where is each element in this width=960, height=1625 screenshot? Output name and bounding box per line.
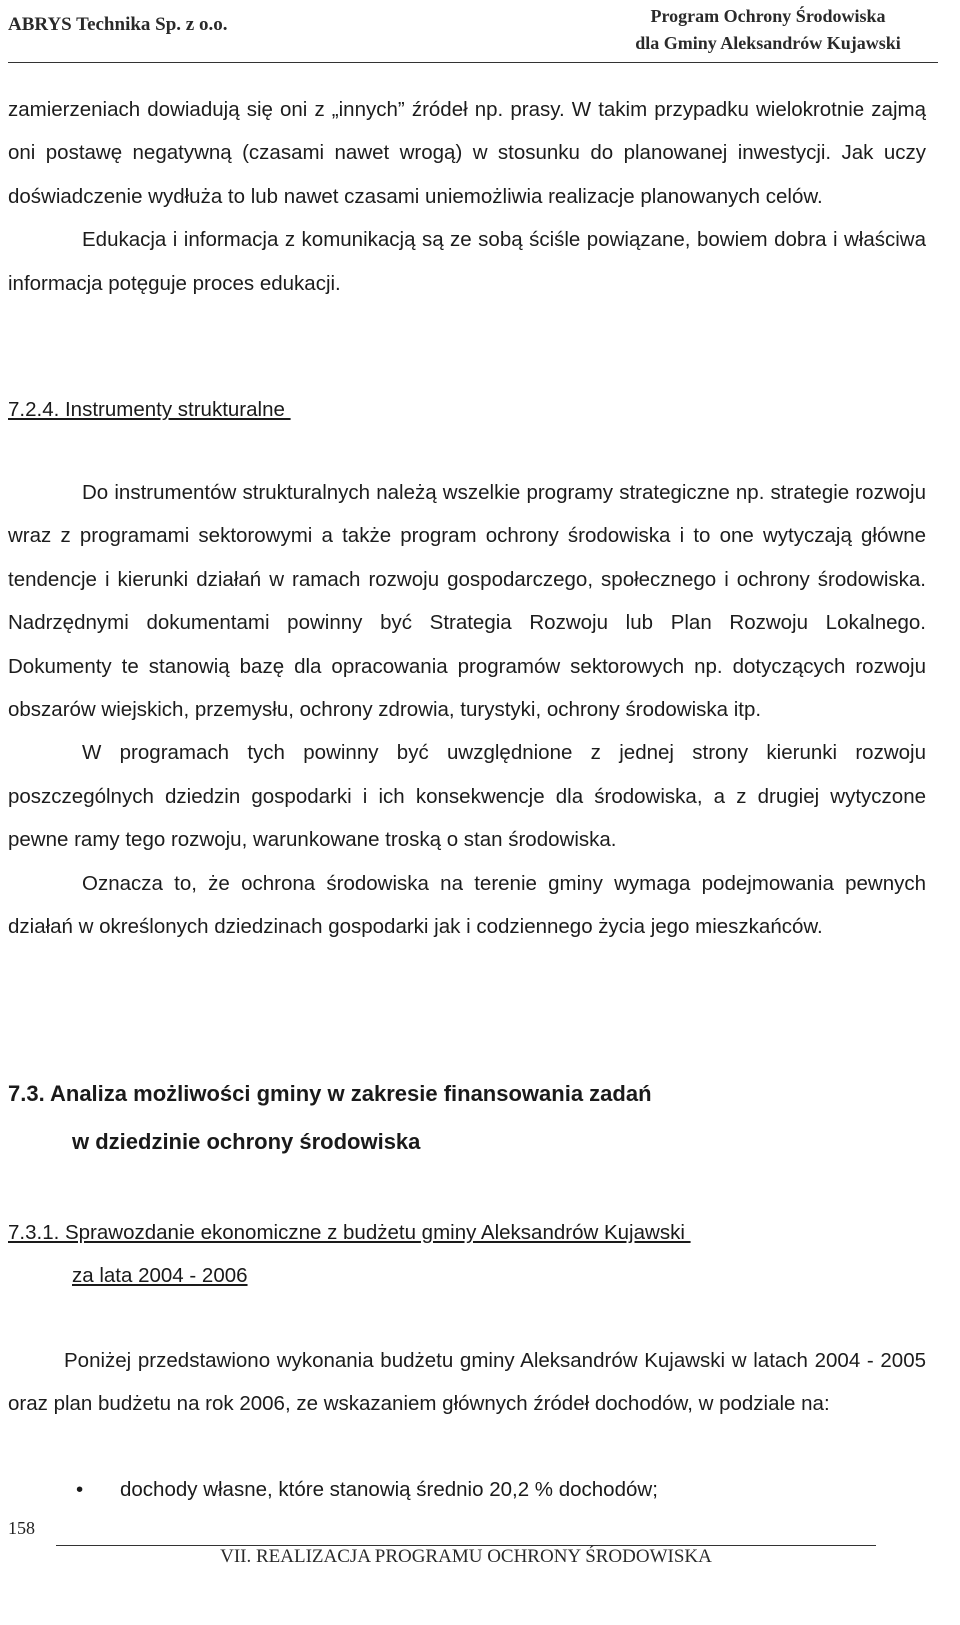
header-program-line2: dla Gminy Aleksandrów Kujawski	[635, 33, 901, 53]
paragraph: Edukacja i informacja z komunikacją są ze sobą ściśle powiązane, bowiem dobra i właściwa informacja potęguje proces edukacji.	[8, 228, 926, 295]
bullet-icon: •	[76, 1478, 84, 1501]
paragraph: Poniżej przedstawiono wykonania budżetu gminy Aleksandrów Kujawski w latach 2004 - 2005 oraz plan budżetu na rok 2006, ze wskazaniem głównych źródeł dochodów, w podziale na:	[8, 1349, 926, 1416]
header-company: ABRYS Technika Sp. z o.o.	[8, 14, 228, 35]
footer-chapter: VII. REALIZACJA PROGRAMU OCHRONY ŚRODOWISKA	[220, 1546, 712, 1567]
section-73-heading	[8, 1072, 652, 1116]
list-item-text: dochody własne, które stanowią średnio 20,2 % dochodów;	[120, 1478, 658, 1501]
header-program	[588, 3, 948, 57]
paragraph: Do instrumentów strukturalnych należą wszelkie programy strategiczne np. strategie rozwoju wraz z programami sektorowymi a także program ochrony środowiska i to one wytyczają główne tendencje i kierunki działań w ramach rozwoju gospodarczego, społecznego i ochrony środowiska. Nadrzędnymi dokumentami powinny być Strategia Rozwoju lub Plan Rozwoju Lokalnego. Dokumenty te stanowią bazę dla opracowania programów sektorowych np. dotyczących rozwoju obszarów wiejskich, przemysłu, ochrony zdrowia, turystyki, ochrony środowiska itp.	[8, 481, 926, 722]
section-73-title-line2: w dziedzinie ochrony środowiska	[72, 1129, 421, 1154]
section-731-body	[8, 1339, 926, 1426]
paragraph: Oznacza to, że ochrona środowiska na terenie gminy wymaga podejmowania pewnych działań w określonych dziedzinach gospodarki jak i codziennego życia jego mieszkańców.	[8, 871, 926, 939]
page-number: 158	[8, 1518, 35, 1538]
section-731-heading-line1: 7.3.1. Sprawozdanie ekonomiczne z budżetu gminy Aleksandrów Kujawski	[8, 1221, 691, 1244]
section-724-heading: 7.2.4. Instrumenty strukturalne	[8, 398, 291, 421]
section-731-heading-line2: za lata 2004 - 2006	[72, 1264, 248, 1287]
top-text-block	[8, 88, 926, 305]
section-73-title-line1: Analiza możliwości gminy w zakresie finansowania zadań	[50, 1081, 652, 1106]
header-program-line1: Program Ochrony Środowiska	[650, 6, 886, 26]
paragraph: zamierzeniach dowiadują się oni z „innych” źródeł np. prasy. W takim przypadku wielokrotnie zajmą oni postawę negatywną (czasami nawet wrogą) w stosunku do planowanej inwestycji. Jak uczy doświadczenie wydłuża to lub nawet czasami uniemożliwia realizacje planowanych celów.	[8, 98, 926, 208]
section-724-body	[8, 471, 926, 948]
section-73-number: 7.3.	[8, 1081, 45, 1106]
paragraph: W programach tych powinny być uwzględnione z jednej strony kierunki rozwoju poszczególnych dziedzin gospodarki i ich konsekwencje dla środowiska, a z drugiej wytyczone pewne ramy tego rozwoju, warunkowane troską o stan środowiska.	[8, 741, 926, 852]
header-rule	[8, 62, 938, 63]
